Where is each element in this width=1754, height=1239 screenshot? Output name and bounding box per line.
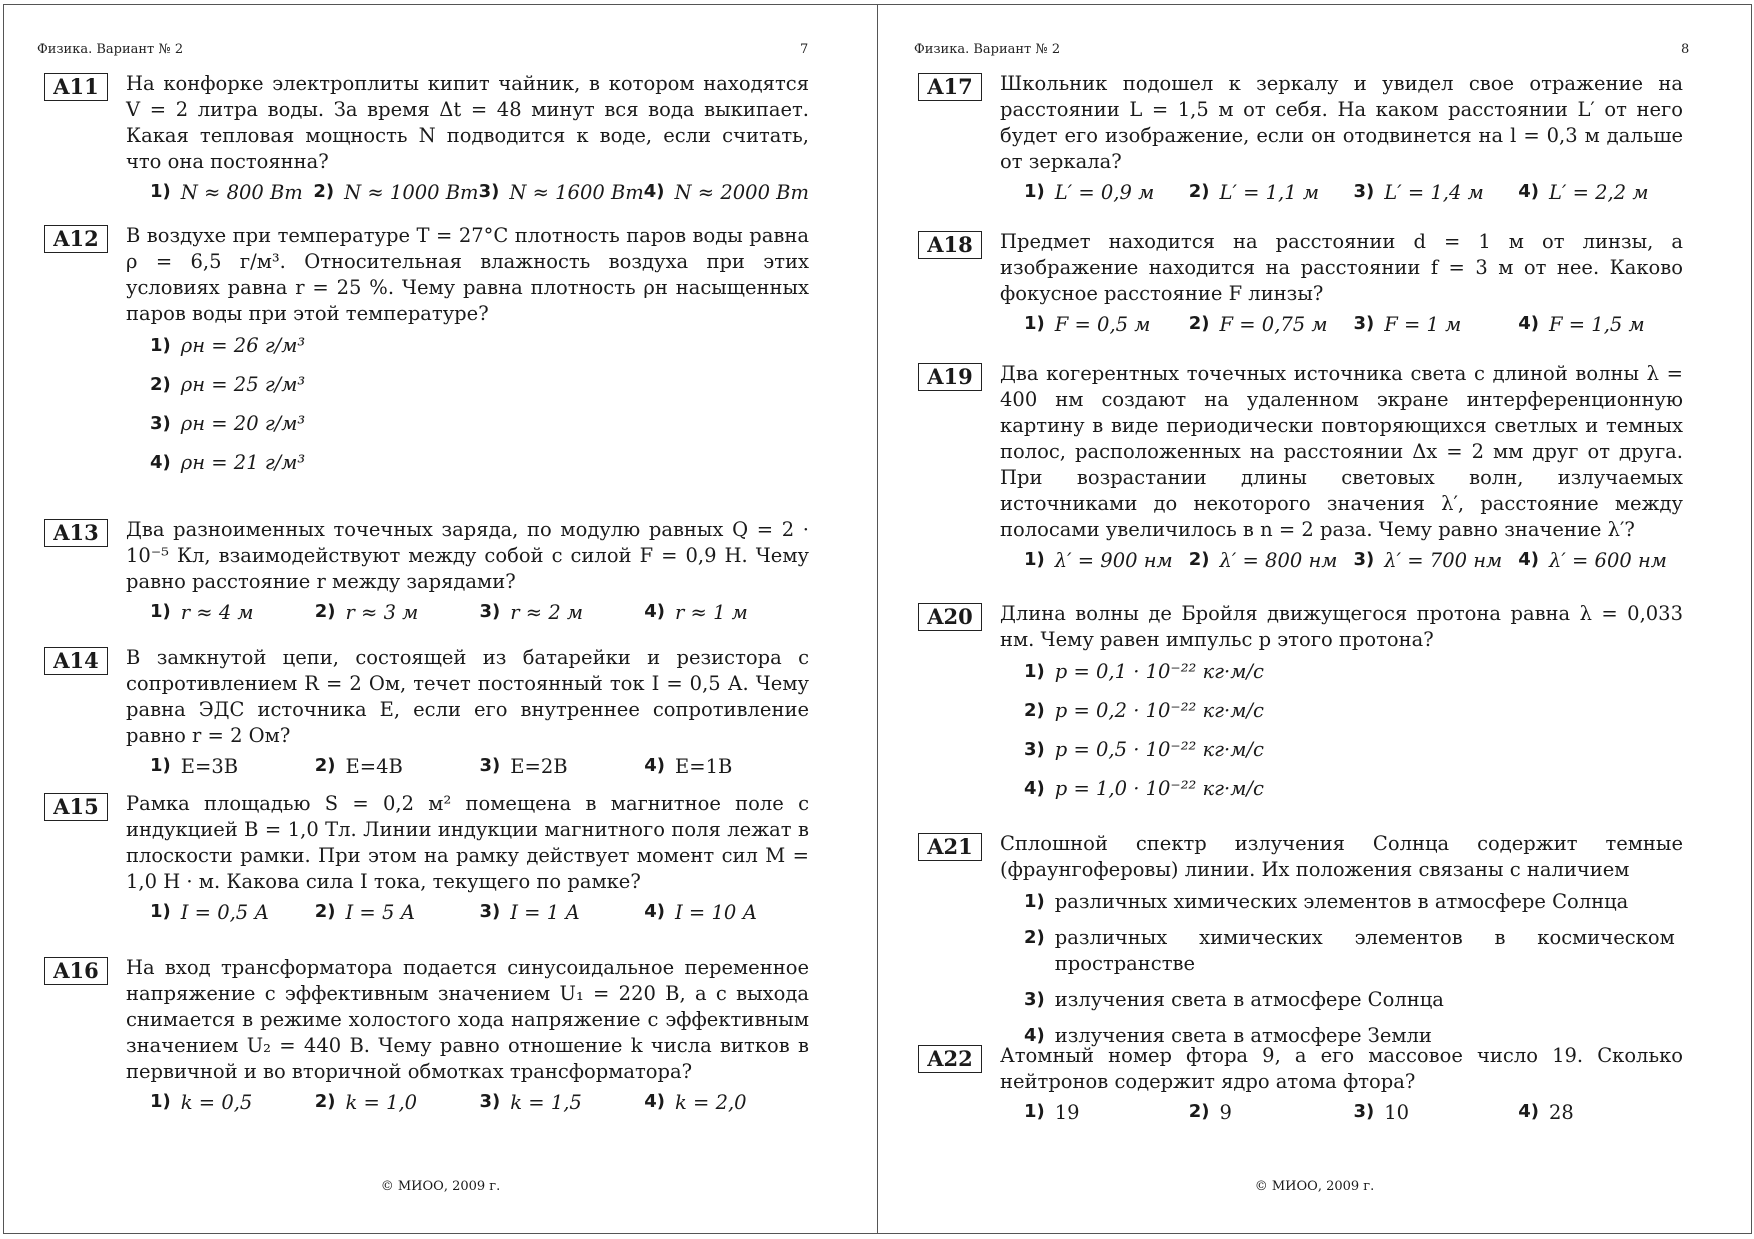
- question-a20: [918, 601, 1683, 815]
- question-label: A17: [918, 73, 982, 101]
- question-a12: [44, 223, 809, 489]
- answer-option-4[interactable]: 4) L′ = 2,2 м: [1518, 181, 1649, 204]
- page-header-title: Физика. Вариант № 2: [914, 42, 1061, 57]
- question-a14: [44, 645, 809, 778]
- answer-option-3[interactable]: 3) k = 1,5: [479, 1091, 582, 1114]
- question-a13: [44, 517, 809, 624]
- answer-option-3[interactable]: 3) 10: [1353, 1101, 1410, 1124]
- question-label: A15: [44, 793, 108, 821]
- question-a22: [918, 1043, 1683, 1124]
- answer-options: [1024, 313, 1683, 336]
- answer-option-2[interactable]: 2) F = 0,75 м: [1188, 313, 1328, 336]
- question-text: На конфорке электроплиты кипит чайник, в котором находятся V = 2 литра воды. За время Δt = 48 минут вся вода выкипает. Какая тепловая мощность N подводится к воде, если считать, что она постоянна?: [126, 72, 809, 173]
- question-text: Рамка площадью S = 0,2 м² помещена в магнитное поле с индукцией B = 1,0 Тл. Линии индукции магнитного поля лежат в плоскости рамки. При этом на рамку действует момент сил M = 1,0 Н · м. Какова сила I тока, текущего по рамке?: [126, 792, 809, 893]
- answer-option-2[interactable]: 2) r ≈ 3 м: [314, 601, 419, 624]
- question-text: Длина волны де Бройля движущегося протона равна λ = 0,033 нм. Чему равен импульс p этого протона?: [1000, 602, 1683, 651]
- answer-option-4[interactable]: 4) N ≈ 2000 Вт: [643, 181, 809, 204]
- answer-option-2[interactable]: 2) p = 0,2 · 10⁻²² кг·м/с: [1024, 699, 1264, 722]
- answer-option-1[interactable]: 1) k = 0,5: [150, 1091, 253, 1114]
- answer-option-2[interactable]: 2) λ′ = 800 нм: [1188, 549, 1338, 572]
- question-a16: [44, 955, 809, 1114]
- answer-option-1[interactable]: 1) F = 0,5 м: [1024, 313, 1151, 336]
- answer-option-3[interactable]: 3) L′ = 1,4 м: [1353, 181, 1484, 204]
- answer-option-4[interactable]: 4) r ≈ 1 м: [644, 601, 748, 624]
- question-a21: [918, 831, 1683, 1059]
- answer-option-1[interactable]: 1) L′ = 0,9 м: [1024, 181, 1155, 204]
- page-right: [877, 4, 1752, 1234]
- answer-options: [1024, 549, 1683, 572]
- answer-option-4[interactable]: 4) p = 1,0 · 10⁻²² кг·м/с: [1024, 777, 1264, 800]
- question-label: A13: [44, 519, 108, 547]
- answer-option-1[interactable]: 1) λ′ = 900 нм: [1024, 549, 1173, 572]
- question-label: A20: [918, 603, 982, 631]
- question-a11: [44, 71, 809, 204]
- page-footer: © МИОО, 2009 г.: [1254, 1179, 1375, 1194]
- answer-option-4[interactable]: 4) k = 2,0: [644, 1091, 747, 1114]
- answer-option-2[interactable]: 2) L′ = 1,1 м: [1188, 181, 1320, 204]
- answer-option-3[interactable]: 3) E=2В: [479, 755, 568, 778]
- answer-options: [150, 1091, 809, 1114]
- question-text: Два когерентных точечных источника света с длиной волны λ = 400 нм создают на удаленном экране интерференционную картину в виде периодически повторяющихся светлых и темных полос, расположенных на расстоянии Δx = 2 мм друг от друга. При возрастании длины световых волн, излучаемых источниками до некоторого значения λ′, расстояние между полосами увеличилось в n = 2 раза. Чему равно значение λ′?: [1000, 362, 1683, 541]
- page-number: 7: [800, 42, 809, 57]
- question-text: Школьник подошел к зеркалу и увидел свое отражение на расстоянии L = 1,5 м от себя. На каком расстоянии L′ от него будет его изображение, если он отодвинется на l = 0,3 м дальше от зеркала?: [1000, 72, 1683, 173]
- answer-option-1[interactable]: 1) N ≈ 800 Вт: [150, 181, 303, 204]
- page-footer: © МИОО, 2009 г.: [380, 1179, 501, 1194]
- question-label: A12: [44, 225, 108, 253]
- answer-option-3[interactable]: 3) I = 1 А: [479, 901, 581, 924]
- answer-option-4[interactable]: 4) λ′ = 600 нм: [1518, 549, 1667, 572]
- answer-options: [150, 901, 809, 924]
- answer-options: [1024, 181, 1683, 204]
- question-text: Сплошной спектр излучения Солнца содержит темные (фраунгоферовы) линии. Их положения связаны с наличием: [1000, 832, 1683, 881]
- answer-option-1[interactable]: 1) p = 0,1 · 10⁻²² кг·м/с: [1024, 660, 1264, 683]
- question-label: A18: [918, 231, 982, 259]
- answer-option-3[interactable]: 3) F = 1 м: [1353, 313, 1462, 336]
- question-label: A19: [918, 363, 982, 391]
- answer-option-4[interactable]: 4) ρн = 21 г/м³: [150, 451, 306, 474]
- answer-option-1[interactable]: 1) I = 0,5 А: [150, 901, 270, 924]
- answer-options: [150, 755, 809, 778]
- answer-option-1[interactable]: 1) E=3В: [150, 755, 239, 778]
- answer-option-4[interactable]: 4) 28: [1518, 1101, 1574, 1124]
- answer-option-1[interactable]: 1) ρн = 26 г/м³: [150, 334, 306, 357]
- question-text: На вход трансформатора подается синусоидальное переменное напряжение с эффективным значением U₁ = 220 В, а с выхода снимается в режиме холостого хода напряжение с эффективным значением U₂ = 440 В. Чему равно отношение k числа витков в первичной и во вторичной обмотках трансформатора?: [126, 956, 809, 1083]
- answer-option-2[interactable]: 2) E=4В: [314, 755, 403, 778]
- page-header-title: Физика. Вариант № 2: [37, 42, 184, 57]
- answer-option-4[interactable]: 4) излучения света в атмосфере Земли: [1024, 1024, 1432, 1047]
- question-label: A16: [44, 957, 108, 985]
- answer-option-1[interactable]: 1) различных химических элементов в атмосфере Солнца: [1024, 890, 1629, 913]
- answer-option-3[interactable]: 3) N ≈ 1600 Вт: [478, 181, 644, 204]
- answer-option-4[interactable]: 4) E=1В: [644, 755, 733, 778]
- page-number: 8: [1681, 42, 1690, 57]
- question-a19: [918, 361, 1683, 572]
- answer-options: [1024, 889, 1683, 1049]
- answer-option-3[interactable]: 3) ρн = 20 г/м³: [150, 412, 306, 435]
- answer-option-2[interactable]: 2) k = 1,0: [314, 1091, 418, 1114]
- answer-option-2[interactable]: 2) 9: [1188, 1101, 1232, 1124]
- answer-option-3[interactable]: 3) p = 0,5 · 10⁻²² кг·м/с: [1024, 738, 1264, 761]
- answer-option-3[interactable]: 3) λ′ = 700 нм: [1353, 549, 1503, 572]
- answer-option-2[interactable]: 2) I = 5 А: [314, 901, 416, 924]
- question-label: A14: [44, 647, 108, 675]
- answer-option-2[interactable]: 2) N ≈ 1000 Вт: [313, 181, 479, 204]
- page-left: [3, 4, 878, 1234]
- answer-option-2[interactable]: 2) ρн = 25 г/м³: [150, 373, 306, 396]
- answer-options: [1024, 1101, 1683, 1124]
- question-a15: [44, 791, 809, 924]
- question-a18: [918, 229, 1683, 336]
- question-text: Предмет находится на расстоянии d = 1 м от линзы, а изображение находится на расстоянии f = 3 м от нее. Каково фокусное расстояние F линзы?: [1000, 230, 1683, 305]
- question-text: Атомный номер фтора 9, а его массовое число 19. Сколько нейтронов содержит ядро атома фтора?: [1000, 1044, 1683, 1093]
- answer-options: [150, 333, 809, 476]
- answer-option-3[interactable]: 3) излучения света в атмосфере Солнца: [1024, 988, 1444, 1011]
- question-text: Два разноименных точечных заряда, по модулю равных Q = 2 · 10⁻⁵ Кл, взаимодействуют между собой с силой F = 0,9 Н. Чему равно расстояние r между зарядами?: [126, 518, 809, 593]
- answer-option-4[interactable]: 4) F = 1,5 м: [1518, 313, 1645, 336]
- question-label: A11: [44, 73, 108, 101]
- answer-option-4[interactable]: 4) I = 10 А: [644, 901, 758, 924]
- answer-options: [150, 181, 809, 204]
- question-a17: [918, 71, 1683, 204]
- question-label: A21: [918, 833, 982, 861]
- question-label: A22: [918, 1045, 982, 1073]
- answer-option-1[interactable]: 1) 19: [1024, 1101, 1080, 1124]
- answer-options: [1024, 659, 1683, 802]
- question-text: В воздухе при температуре T = 27°C плотность паров воды равна ρ = 6,5 г/м³. Относительная влажность воздуха при этих условиях равна r = 25 %. Чему равна плотность ρн насыщенных паров воды при этой температуре?: [126, 224, 809, 325]
- question-text: В замкнутой цепи, состоящей из батарейки и резистора с сопротивлением R = 2 Ом, течет постоянный ток I = 0,5 А. Чему равна ЭДС источника E, если его внутреннее сопротивление равно r = 2 Ом?: [126, 646, 809, 747]
- answer-option-2[interactable]: 2) различных химических элементов в космическом пространстве: [1024, 926, 1675, 975]
- answer-option-1[interactable]: 1) r ≈ 4 м: [150, 601, 254, 624]
- answer-options: [150, 601, 809, 624]
- answer-option-3[interactable]: 3) r ≈ 2 м: [479, 601, 584, 624]
